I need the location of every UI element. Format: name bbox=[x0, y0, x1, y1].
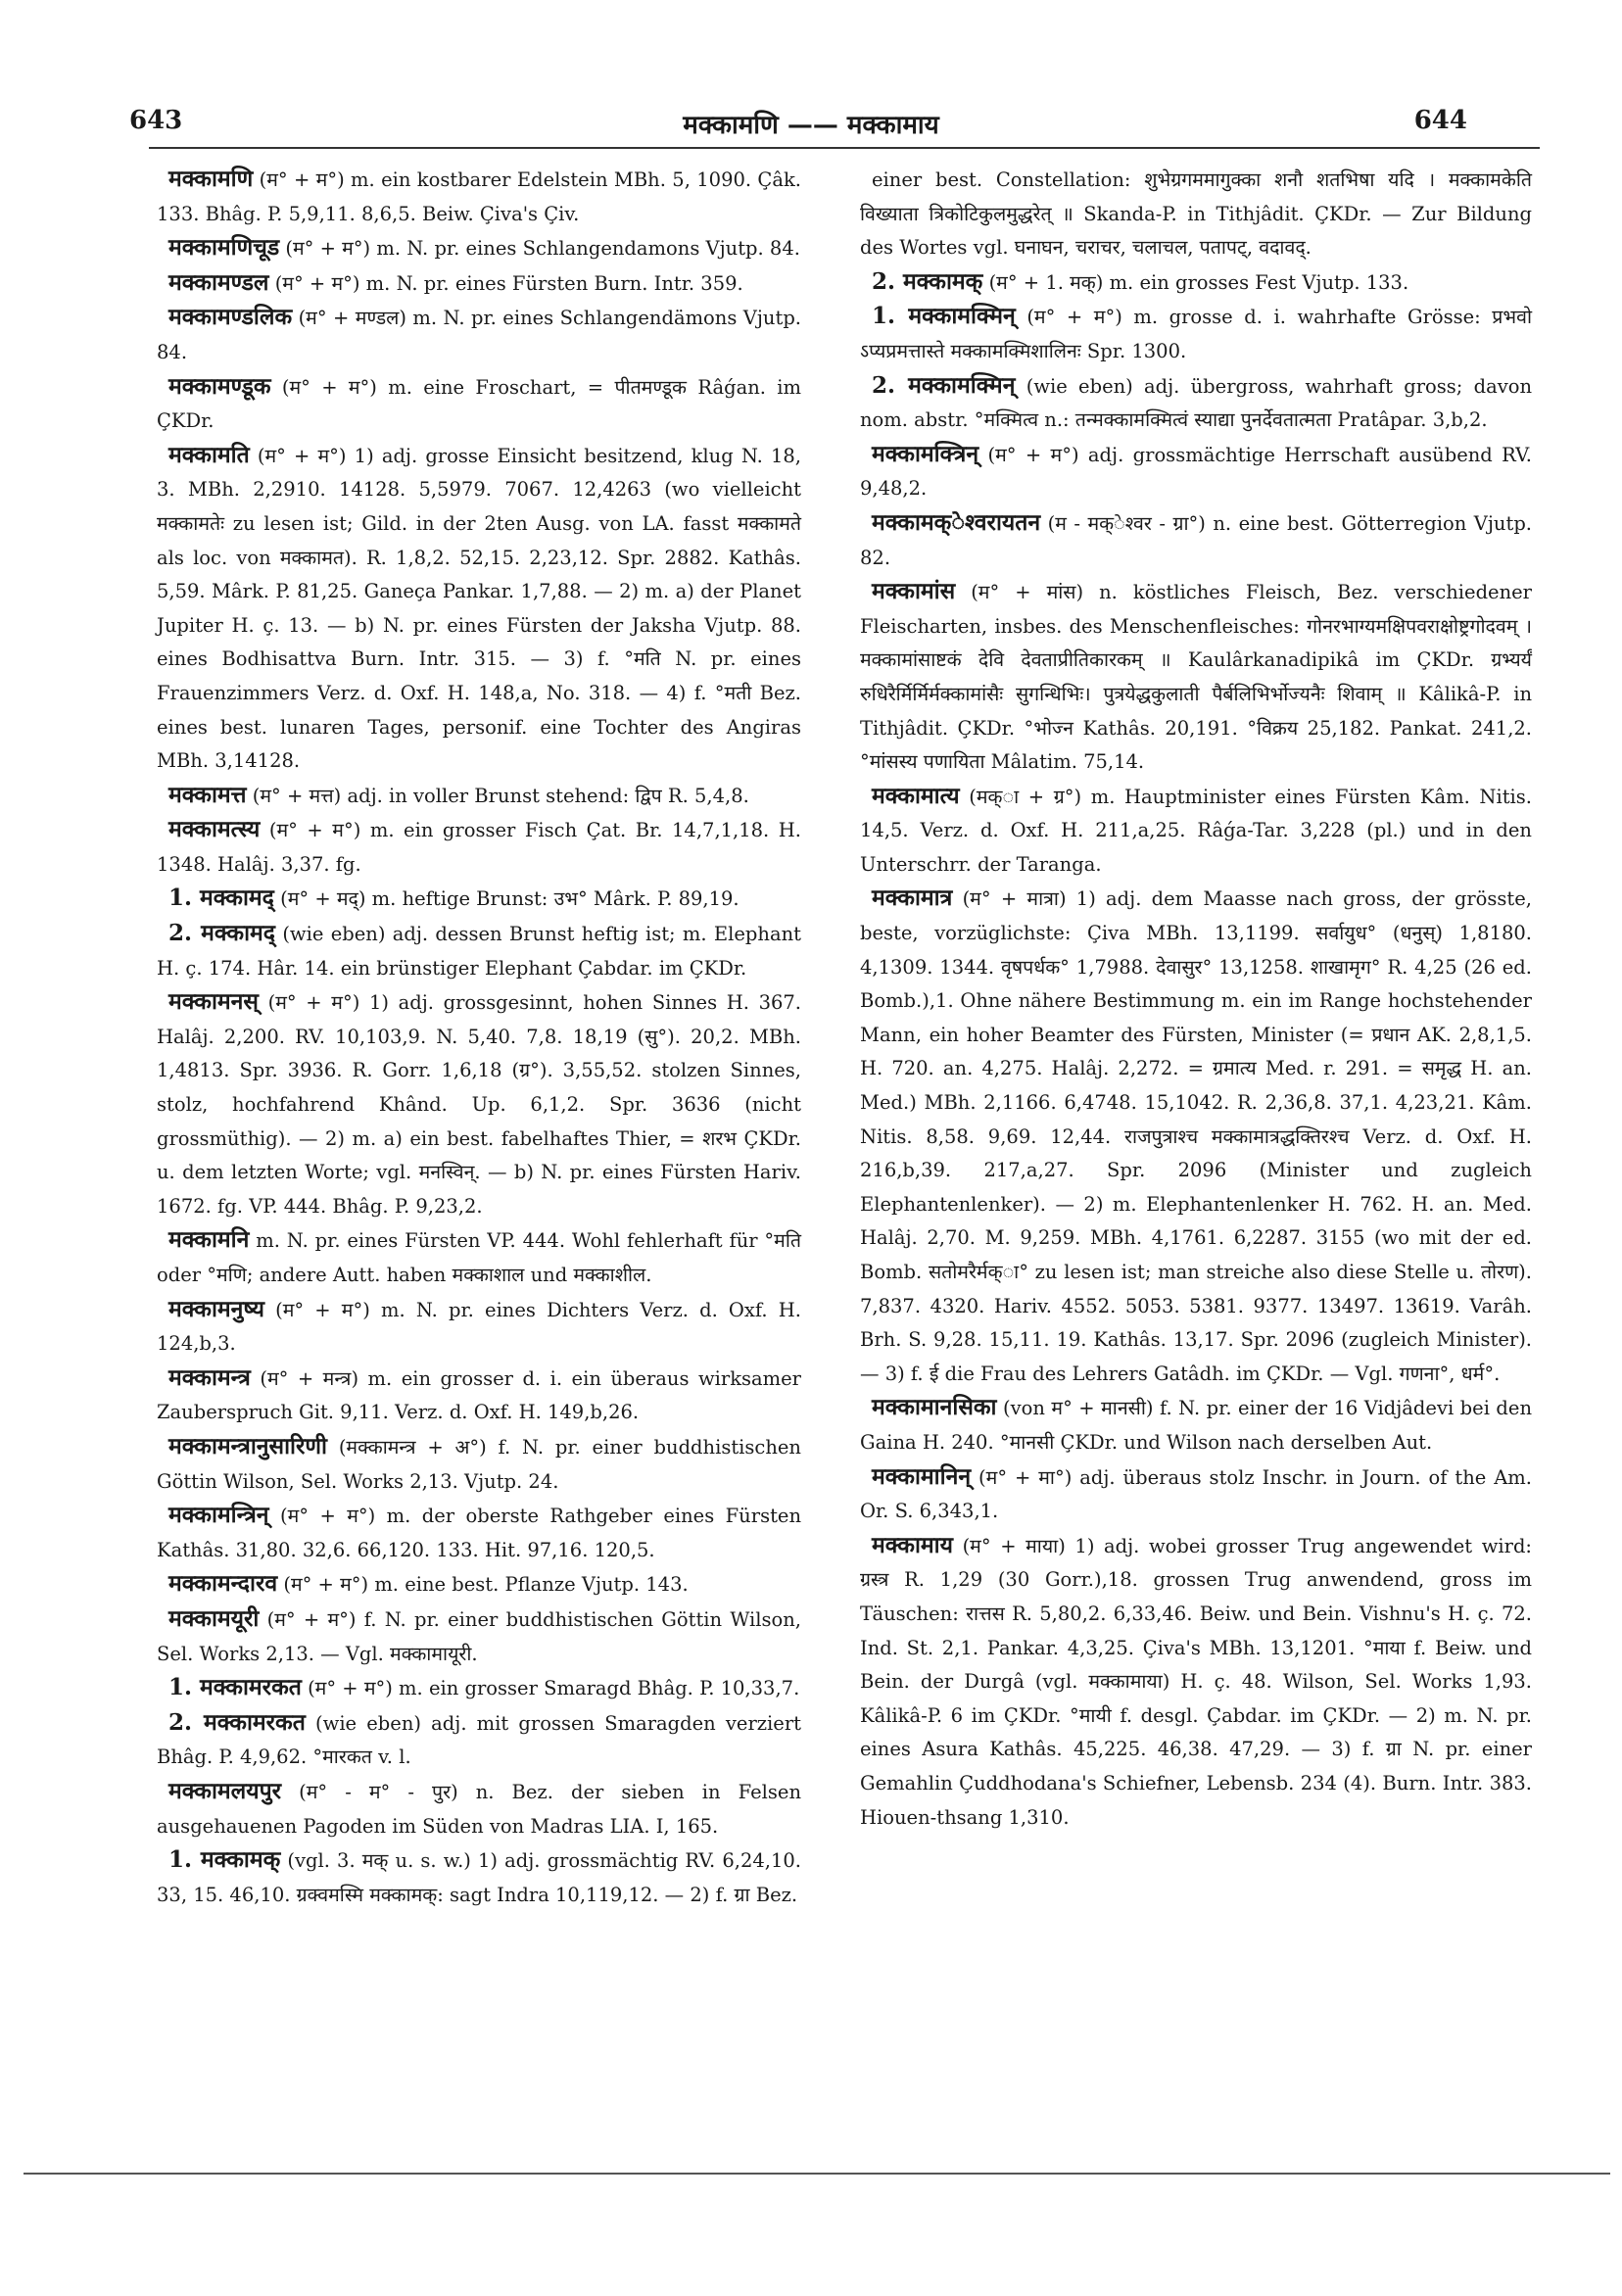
dictionary-entry bbox=[157, 301, 801, 369]
headword: 1. मक्कामक्मिन् bbox=[872, 303, 1016, 330]
dictionary-entry bbox=[157, 1671, 801, 1706]
headword: मक्कामणि bbox=[168, 166, 254, 192]
entry-text: (म° + मात्रा) 1) adj. dem Maasse nach gross, der grösste, beste, vorzüglichste: Çiva MBh. 13,1199. सर्वायुध° (धनुस्) 1,8180. 4,1309. 1344. वृषपर्धक° 1,7988. देवासुर° 13,1258. शाखामृग° R. 4,25 (26 ed. Bomb.),1. Ohne nähere Bestimmung m. ein im Range hochstehender Mann, ein hoher Beamter des Fürsten, Minister (= प्रधान AK. 2,8,1,5. H. 720. an. 4,275. Halâj. 2,272. = ग्रमात्य Med. r. 291. = समृद्ध H. an. Med.) MBh. 2,1166. 6,4748. 15,1042. R. 2,36,8. 37,1. 4,23,21. Kâm. Nitis. 8,58. 9,69. 12,44. राजपुत्राश्च मक्कामात्रद्धक्तिरश्च Verz. d. Oxf. H. 216,b,39. 217,a,27. Spr. 2096 (Minister und zugleich Elephantenlenker). — 2) m. Elephantenlenker H. 762. H. an. Med. Halâj. 2,70. M. 9,259. MBh. 4,1761. 6,2287. 3155 (wo mit der ed. Bomb. सतोमरैर्मक्ा° zu lesen ist; man streiche also diese Stelle u. तोरण). 7,837. 4320. Hariv. 4552. 5053. 5381. 9377. 13497. 13619. Varâh. Brh. S. 9,28. 15,11. 19. Kathâs. 13,17. Spr. 2096 (zugleich Minister). — 3) f. ई die Frau des Lehrers Gatâdh. im ÇKDr. — Vgl. गणना°, धर्म°. bbox=[860, 887, 1533, 1385]
headword: मक्कामणिचूड bbox=[168, 234, 280, 262]
page-number-left: 643 bbox=[129, 106, 183, 135]
headword: मक्कामन्त्र bbox=[168, 1363, 251, 1391]
entry-text: (wie eben) adj. übergross, wahrhaft gross; davon nom. abstr. °मक्मित्व n.: तन्मक्कामक्मित्वं स्याद्या पुनर्देवतात्मता Pratâpar. 3,b,2. bbox=[860, 374, 1533, 432]
headword: 2. मक्कामरकत bbox=[168, 1708, 306, 1736]
dictionary-entry bbox=[157, 163, 801, 231]
entry-text: (von म° + मानसी) f. N. pr. einer der 16 Vidjâdevi bei den Gaina H. 240. °मानसी ÇKDr. und Wilson nach derselben Aut. bbox=[860, 1397, 1532, 1454]
dictionary-entry bbox=[157, 1775, 801, 1843]
headword: मक्कामत्स्य bbox=[168, 816, 261, 843]
headword: मक्कामण्डल bbox=[168, 268, 269, 296]
entry-text: (म° + म°) m. der oberste Rathgeber eines Fürsten Kathâs. 31,80. 32,6. 66,120. 133. Hit. 97,16. 120,5. bbox=[157, 1505, 802, 1561]
entry-text: (म° + म°) m. eine best. Pflanze Vjutp. 143. bbox=[283, 1573, 689, 1597]
headword: मक्कामनि bbox=[168, 1226, 250, 1254]
headword: 1. मक्कामक् bbox=[168, 1846, 281, 1874]
entry-text: (म° + म°) 1) adj. grosse Einsicht besitzend, klug N. 18, 3. MBh. 2,2910. 14128. 5,5979. 7067. 12,4263 (wo vielleicht मक्कामतेः zu lesen ist; Gild. in der 2ten Ausg. von LA. fasst मक्कामते als loc. von मक्कामत). R. 1,8,2. 52,15. 2,23,12. Spr. 2882. Kathâs. 5,59. Mârk. P. 81,25. Ganeça Pankar. 1,7,88. — 2) m. a) der Planet Jupiter H. ç. 13. — b) N. pr. eines Fürsten der Jaksha Vjutp. 88. eines Bodhisattva Burn. Intr. 315. — 3) f. °मति N. pr. eines Frauenzimmers Verz. d. Oxf. H. 148,a, No. 318. — 4) f. °मती Bez. eines best. lunaren Tages, personif. eine Tochter des Angiras MBh. 3,14128. bbox=[157, 444, 801, 773]
dictionary-entry bbox=[860, 369, 1532, 438]
entry-text: einer best. Constellation: शुभेग्रगममागुक्का शनौ शतभिषा यदि । मक्कामकेति विख्याता त्रिकोटिकुलमुद्धरेत् ॥ Skanda-P. in Tithjâdit. ÇKDr. — Zur Bildung des Wortes vgl. घनाघन, चराचर, चलाचल, पतापट्, वदावद्. bbox=[860, 168, 1532, 260]
headword: मक्कामति bbox=[168, 441, 250, 468]
dictionary-entry bbox=[157, 1362, 801, 1430]
headword: मक्कामानिन् bbox=[872, 1462, 972, 1490]
headword: मक्कामलयपुर bbox=[168, 1777, 282, 1804]
entry-text: (म° + म°) m. N. pr. eines Fürsten Burn. Intr. 359. bbox=[274, 271, 743, 295]
entry-text: (wie eben) adj. dessen Brunst heftig ist; m. Elephant H. ç. 174. Hâr. 14. ein brünstiger Elephant Çabdar. im ÇKDr. bbox=[157, 923, 801, 980]
entry-text: (म° + म°) f. N. pr. einer buddhistischen Göttin Wilson, Sel. Works 2,13. — Vgl. मक्कामायूरी. bbox=[157, 1607, 802, 1665]
headword: मक्कामक्त्रिन् bbox=[872, 440, 979, 467]
headword: मक्कामन्त्रानुसारिणी bbox=[168, 1432, 328, 1459]
entry-text: (मक्ा + ग्र°) m. Hauptminister eines Fürsten Kâm. Nitis. 14,5. Verz. d. Oxf. H. 211,a,25. Râǵa-Tar. 3,228 (pl.) und in den Unterschrr. der Taranga. bbox=[860, 785, 1532, 876]
entry-text: (म - मक्ेश्वर - ग्रा°) n. eine best. Götterregion Vjutp. 82. bbox=[860, 511, 1532, 569]
entry-text: (wie eben) adj. mit grossen Smaragden verziert Bhâg. P. 4,9,62. °मारकत v. l. bbox=[157, 1711, 801, 1769]
entry-text: (म° + म°) m. N. pr. eines Dichters Verz. d. Oxf. H. 124,b,3. bbox=[157, 1298, 801, 1356]
entry-text: (म° + मद्) m. heftige Brunst: उभ° Mârk. P. 89,19. bbox=[280, 887, 739, 911]
entry-text: (म° + म°) m. ein grosser Fisch Çat. Br. 14,7,1,18. H. 1348. Halâj. 3,37. fg. bbox=[157, 819, 801, 876]
dictionary-entry bbox=[157, 1706, 801, 1775]
headword: मक्कामाय bbox=[872, 1531, 953, 1558]
entry-text: (म° + माया) 1) adj. wobei grosser Trug angewendet wird: ग्रस्त्र R. 1,29 (30 Gorr.),18. grossen Trug anwendend, gross im Täuschen: रात्तस R. 5,80,2. 6,33,46. Beiw. und Bein. Vishnu's H. ç. 72. Ind. St. 2,1. Pankar. 4,3,25. Çiva's MBh. 13,1201. °माया f. Beiw. und Bein. der Durgâ (vgl. मक्कामाया) H. ç. 48. Wilson, Sel. Works 1,93. Kâlikâ-P. 6 im ÇKDr. °मायी f. desgl. Çabdar. im ÇKDr. — 2) m. N. pr. eines Asura Kathâs. 45,225. 46,38. 47,29. — 3) f. ग्रा N. pr. einer Gemahlin Çuddhodana's Schiefner, Lebensb. 234 (4). Burn. Intr. 383. Hiouen-thsang 1,310. bbox=[860, 1534, 1532, 1829]
entry-text: (म° + मा°) adj. überaus stolz Inschr. in Journ. of the Am. Or. S. 6,343,1. bbox=[860, 1465, 1532, 1523]
entry-text: (मक्कामन्त्र + अ°) f. N. pr. einer buddhistischen Göttin Wilson, Sel. Works 2,13. Vjutp. 24. bbox=[157, 1435, 801, 1493]
dictionary-entry bbox=[157, 985, 801, 1223]
dictionary-entry bbox=[157, 370, 801, 439]
headword: मक्कामनस् bbox=[168, 988, 259, 1016]
headword: 1. मक्कामरकत bbox=[168, 1674, 302, 1701]
entry-text: (vgl. 3. मक् u. s. w.) 1) adj. grossmächtig RV. 6,24,10. 33, 15. 46,10. ग्रक्वमस्मि मक्कामक्: sagt Indra 10,119,12. — 2) f. ग्रा Bez. bbox=[157, 1849, 801, 1906]
headword: मक्कामानसिका bbox=[872, 1394, 997, 1421]
dictionary-entry bbox=[157, 779, 801, 814]
entry-text: (म° + मण्डल) m. N. pr. eines Schlangendämons Vjutp. 84. bbox=[157, 307, 802, 363]
headword: मक्कामयूरी bbox=[168, 1604, 260, 1632]
bottom-rule bbox=[24, 2173, 1610, 2175]
dictionary-entry bbox=[157, 1499, 801, 1567]
entry-text: (म° + 1. मक्) m. ein grosses Fest Vjutp. 133. bbox=[988, 270, 1409, 294]
entry-text: (म° + मांस) n. köstliches Fleisch, Bez. verschiedener Fleischarten, insbes. des Menschenfleisches: गोनरभाग्यमक्षिपवराक्षोष्ट्रगोदवम् । मक्कामांसाष्टकं देवि देवताप्रीतिकारकम् ॥ Kaulârkanadipikâ im ÇKDr. ग्रभ्यर्यं रुधिरैर्मिर्मिर्मक्कामांसैः सुगन्धिभिः। पुत्रयेद्धकुलाती पैर्बलिभिर्भोज्यनैः शिवाम् ॥ Kâlikâ-P. in Tithjâdit. ÇKDr. °भोज्न Kathâs. 20,191. °विक्रय 25,182. Pankat. 241,2. °मांसस्य पणायिता Mâlatim. 75,14. bbox=[860, 581, 1533, 774]
page-number-right: 644 bbox=[1413, 106, 1467, 135]
right-column bbox=[860, 163, 1532, 1835]
headword: मक्कामात्र bbox=[872, 885, 953, 912]
entry-text: (म° + म°) adj. grossmächtige Herrschaft ausübend RV. 9,48,2. bbox=[860, 443, 1533, 501]
dictionary-entry bbox=[157, 1843, 801, 1912]
headword: मक्कामन्त्रिन् bbox=[168, 1502, 269, 1529]
entry-text: (म° + म°) m. ein grosser Smaragd Bhâg. P. 10,33,7. bbox=[308, 1677, 800, 1700]
entry-text: (म° + म°) m. ein kostbarer Edelstein MBh. 5, 1090. Çâk. 133. Bhâg. P. 5,9,11. 8,6,5. Beiw. Çiva's Çiv. bbox=[157, 168, 801, 225]
left-column bbox=[157, 163, 801, 1912]
entry-text: (म° + म°) m. grosse d. i. wahrhafte Grösse: प्रभवो ऽप्यप्रमत्तास्ते मक्कामक्मिशालिनः Spr. 1300. bbox=[860, 306, 1532, 362]
dictionary-entry bbox=[860, 506, 1532, 575]
headword: 2. मक्कामद् bbox=[168, 920, 276, 947]
dictionary-entry bbox=[157, 813, 801, 882]
header-rule bbox=[149, 147, 1540, 149]
dictionary-entry bbox=[157, 882, 801, 917]
entry-text: (म° - म° - पुर) n. Bez. der sieben in Felsen ausgehauenen Pagoden im Süden von Madras LIA. I, 165. bbox=[157, 1780, 802, 1838]
headword: 2. मक्कामक् bbox=[872, 267, 983, 295]
dictionary-entry bbox=[157, 917, 801, 985]
headword: मक्कामक्ेश्वरायतन bbox=[872, 508, 1041, 536]
dictionary-entry bbox=[860, 1529, 1532, 1835]
dictionary-entry bbox=[157, 231, 801, 266]
dictionary-entry bbox=[860, 438, 1532, 506]
entry-text: m. N. pr. eines Fürsten VP. 444. Wohl fehlerhaft für °मति oder °मणि; andere Autt. haben मक्काशाल und मक्काशील. bbox=[157, 1229, 802, 1286]
dictionary-entry bbox=[860, 1391, 1532, 1459]
entry-text: (म° + मन्त्र) m. ein grosser d. i. ein überaus wirksamer Zauberspruch Git. 9,11. Verz. d. Oxf. H. 149,b,26. bbox=[157, 1366, 801, 1424]
entry-text: (म° + मत्त) adj. in voller Brunst stehend: द्विप R. 5,4,8. bbox=[252, 784, 749, 807]
dictionary-entry bbox=[157, 1567, 801, 1602]
running-header bbox=[0, 106, 1622, 145]
dictionary-entry bbox=[157, 439, 801, 779]
headword: मक्कामनुष्य bbox=[168, 1295, 264, 1322]
headword: मक्कामत्त bbox=[168, 781, 247, 808]
headword: मक्कामांस bbox=[872, 578, 956, 605]
dictionary-entry bbox=[157, 266, 801, 302]
dictionary-entry bbox=[157, 1430, 801, 1499]
dictionary-entry bbox=[860, 882, 1532, 1391]
headword: 2. मक्कामक्मिन् bbox=[872, 371, 1016, 399]
dictionary-entry bbox=[860, 780, 1532, 883]
headword: मक्कामात्य bbox=[872, 782, 960, 809]
dictionary-entry bbox=[157, 1293, 801, 1362]
dictionary-entry bbox=[860, 300, 1532, 368]
dictionary-entry bbox=[860, 1460, 1532, 1529]
running-title: मक्कामणि —— मक्कामाय bbox=[683, 111, 939, 140]
dictionary-entry-continued bbox=[860, 163, 1532, 265]
entry-text: (म° + म°) m. eine Froschart, = पीतमण्डूक Râǵan. im ÇKDr. bbox=[157, 375, 801, 433]
entry-text: (म° + म°) 1) adj. grossgesinnt, hohen Sinnes H. 367. Halâj. 2,200. RV. 10,103,9. N. 5,40. 7,8. 18,19 (सु°). 20,2. MBh. 1,4813. Spr. 3936. R. Gorr. 1,6,18 (ग्र°). 3,55,52. stolzen Sinnes, stolz, hochfahrend Khând. Up. 6,1,2. Spr. 3636 (nicht grossmüthig). — 2) m. a) ein best. fabelhaftes Thier, = शरभ ÇKDr. u. dem letzten Worte; vgl. मनस्विन्. — b) N. pr. eines Fürsten Hariv. 1672. fg. VP. 444. Bhâg. P. 9,23,2. bbox=[157, 991, 801, 1218]
dictionary-entry bbox=[157, 1223, 801, 1292]
headword: 1. मक्कामद् bbox=[168, 885, 274, 912]
dictionary-entry bbox=[157, 1602, 801, 1671]
headword: मक्कामन्दारव bbox=[168, 1570, 278, 1598]
headword: मक्कामण्डलिक bbox=[168, 304, 293, 331]
headword: मक्कामण्डूक bbox=[168, 372, 271, 400]
dictionary-entry bbox=[860, 265, 1532, 301]
dictionary-entry bbox=[860, 575, 1532, 780]
entry-text: (म° + म°) m. N. pr. eines Schlangendamons Vjutp. 84. bbox=[285, 237, 800, 261]
